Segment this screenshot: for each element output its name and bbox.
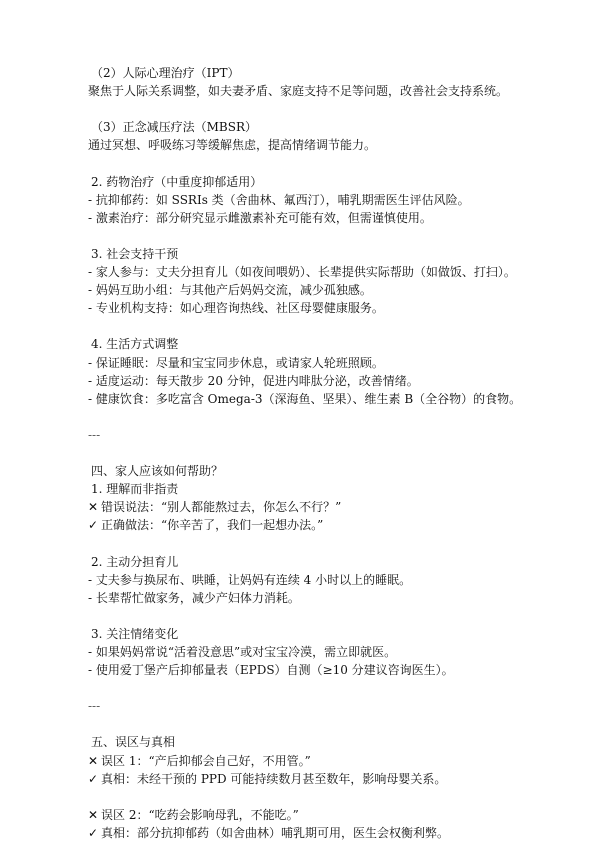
mbsr-heading: （3）正念减压疗法（MBSR） <box>91 120 257 135</box>
truth-item <box>88 770 558 788</box>
list-item: - 使用爱丁堡产后抑郁量表（EPDS）自测（≥10 分建议咨询医生）。 <box>88 663 454 678</box>
wrong-example-text: 错误说法：“别人都能熬过去，你怎么不行？” <box>101 500 342 515</box>
truth-item <box>88 824 558 842</box>
myth-text: 误区 1：“产后抑郁会自己好，不用管。” <box>101 753 311 768</box>
list-item: - 家人参与：丈夫分担育儿（如夜间喂奶）、长辈提供实际帮助（如做饭、打扫）。 <box>88 265 516 280</box>
check-icon: ✓ <box>88 771 99 786</box>
list-item: - 妈妈互助小组：与其他产后妈妈交流，减少孤独感。 <box>88 283 372 298</box>
truth-text: 真相：部分抗抑郁药（如舍曲林）哺乳期可用，医生会权衡利弊。 <box>101 825 450 840</box>
social-support-heading: 3. 社会支持干预 <box>91 246 179 261</box>
section-separator: --- <box>88 699 101 714</box>
myth-item <box>88 752 558 770</box>
list-item: - 激素治疗：部分研究显示雌激素补充可能有效，但需谨慎使用。 <box>88 210 432 225</box>
list-item: - 如果妈妈常说“活着没意思”或对宝宝冷漠，需立即就医。 <box>88 645 397 659</box>
wrong-example <box>88 498 558 516</box>
understand-heading: 1. 理解而非指责 <box>91 482 179 497</box>
drug-therapy-heading: 2. 药物治疗（中重度抑郁适用） <box>91 174 263 189</box>
list-item: - 抗抑郁药：如 SSRIs 类（舍曲林、氟西汀），哺乳期需医生评估风险。 <box>88 192 470 207</box>
check-icon: ✓ <box>88 518 99 533</box>
ipt-description: 聚焦于人际关系调整，如夫妻矛盾、家庭支持不足等问题，改善社会支持系统。 <box>88 84 509 99</box>
ipt-heading: （2）人际心理治疗（IPT） <box>91 66 240 80</box>
section-separator: --- <box>88 427 101 442</box>
document-page <box>88 64 558 842</box>
right-example <box>88 516 558 534</box>
share-childcare-heading: 2. 主动分担育儿 <box>91 554 179 569</box>
myth-item <box>88 806 558 824</box>
family-help-heading: 四、家人应该如何帮助？ <box>91 464 224 479</box>
cross-icon: ✕ <box>88 500 99 515</box>
mbsr-description: 通过冥想、呼吸练习等缓解焦虑，提高情绪调节能力。 <box>88 138 377 153</box>
myths-heading: 五、误区与真相 <box>91 735 176 750</box>
cross-icon: ✕ <box>88 807 99 822</box>
emotion-watch-heading: 3. 关注情绪变化 <box>91 626 179 641</box>
lifestyle-heading: 4. 生活方式调整 <box>91 337 179 352</box>
list-item: - 保证睡眠：尽量和宝宝同步休息，或请家人轮班照顾。 <box>88 355 384 370</box>
check-icon: ✓ <box>88 825 99 840</box>
list-item: - 丈夫参与换尿布、哄睡，让妈妈有连续 4 小时以上的睡眠。 <box>88 572 412 587</box>
cross-icon: ✕ <box>88 753 99 768</box>
myth-text: 误区 2：“吃药会影响母乳，不能吃。” <box>101 807 299 822</box>
truth-text: 真相：未经干预的 PPD 可能持续数月甚至数年，影响母婴关系。 <box>101 771 447 786</box>
list-item: - 适度运动：每天散步 20 分钟，促进内啡肽分泌，改善情绪。 <box>88 373 419 388</box>
list-item: - 健康饮食：多吃富含 Omega-3（深海鱼、坚果）、维生素 B（全谷物）的食物。 <box>88 391 522 406</box>
list-item: - 专业机构支持：如心理咨询热线、社区母婴健康服务。 <box>88 301 384 316</box>
right-example-text: 正确做法：“你辛苦了，我们一起想办法。” <box>101 518 324 533</box>
list-item: - 长辈帮忙做家务，减少产妇体力消耗。 <box>88 590 300 605</box>
